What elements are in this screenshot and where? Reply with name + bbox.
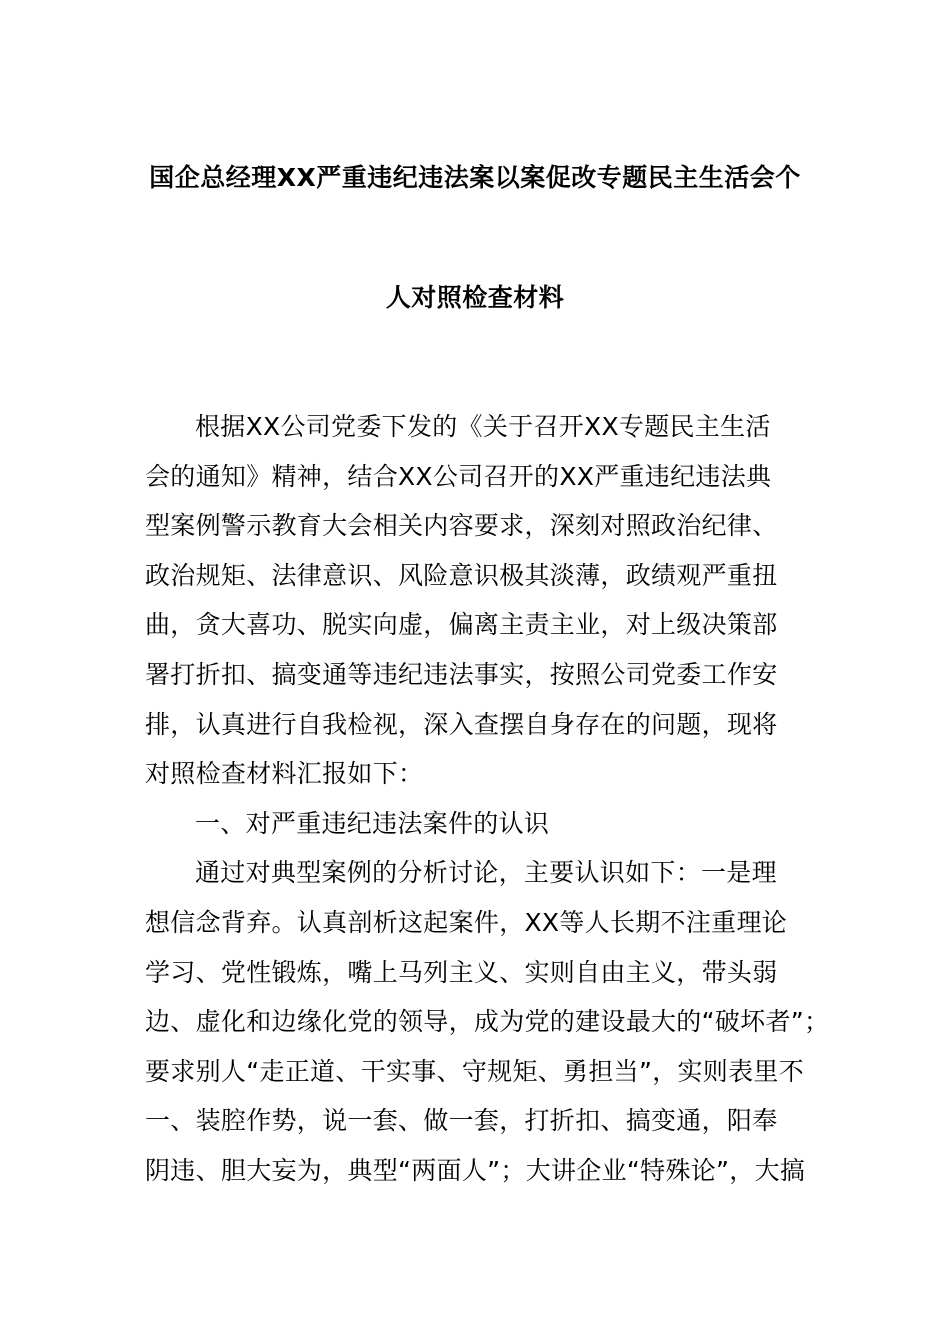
text-line: 署打折扣、搞变通等违纪违法事实，按照公司党委工作安 <box>145 659 778 689</box>
text-line: 政治规矩、法律意识、风险意识极其淡薄，政绩观严重扭 <box>145 560 778 590</box>
paragraph-intro <box>145 402 815 799</box>
text-line: 会的通知》精神，结合XX公司召开的XX严重违纪违法典 <box>145 461 772 491</box>
text-line: 通过对典型案例的分析讨论，主要认识如下：一是理 <box>195 858 777 888</box>
document-body <box>145 402 830 1196</box>
text-line: 边、虚化和边缘化党的领导，成为党的建设最大的“破坏者”； <box>145 1007 830 1037</box>
paragraph-analysis <box>145 848 830 1195</box>
text-line: 一、装腔作势，说一套、做一套，打折扣、搞变通，阳奉 <box>145 1106 778 1136</box>
text-line: 学习、党性锻炼，嘴上马列主义、实则自由主义，带头弱 <box>145 957 778 987</box>
text-line: 想信念背弃。认真剖析这起案件，XX等人长期不注重理论 <box>145 907 788 937</box>
text-line: 排，认真进行自我检视，深入查摆自身存在的问题，现将 <box>145 709 778 739</box>
section-heading-text: 一、对严重违纪违法案件的认识 <box>195 808 550 838</box>
text-line: 阴违、胆大妄为，典型“两面人”；大讲企业“特殊论”，大搞 <box>145 1155 806 1185</box>
section-heading-1 <box>145 799 815 849</box>
document-title-line-1: 国企总经理XX严重违纪违法案以案促改专题民主生活会个 <box>149 163 801 192</box>
text-line: 型案例警示教育大会相关内容要求，深刻对照政治纪律、 <box>145 511 778 541</box>
text-line: 要求别人“走正道、干实事、守规矩、勇担当”，实则表里不 <box>145 1056 805 1086</box>
document-title-line-2: 人对照检查材料 <box>385 283 565 312</box>
text-line: 对照检查材料汇报如下： <box>145 759 424 789</box>
text-line: 曲，贪大喜功、脱实向虚，偏离主责主业，对上级决策部 <box>145 610 778 640</box>
text-line: 根据XX公司党委下发的《关于召开XX专题民主生活 <box>195 412 771 441</box>
